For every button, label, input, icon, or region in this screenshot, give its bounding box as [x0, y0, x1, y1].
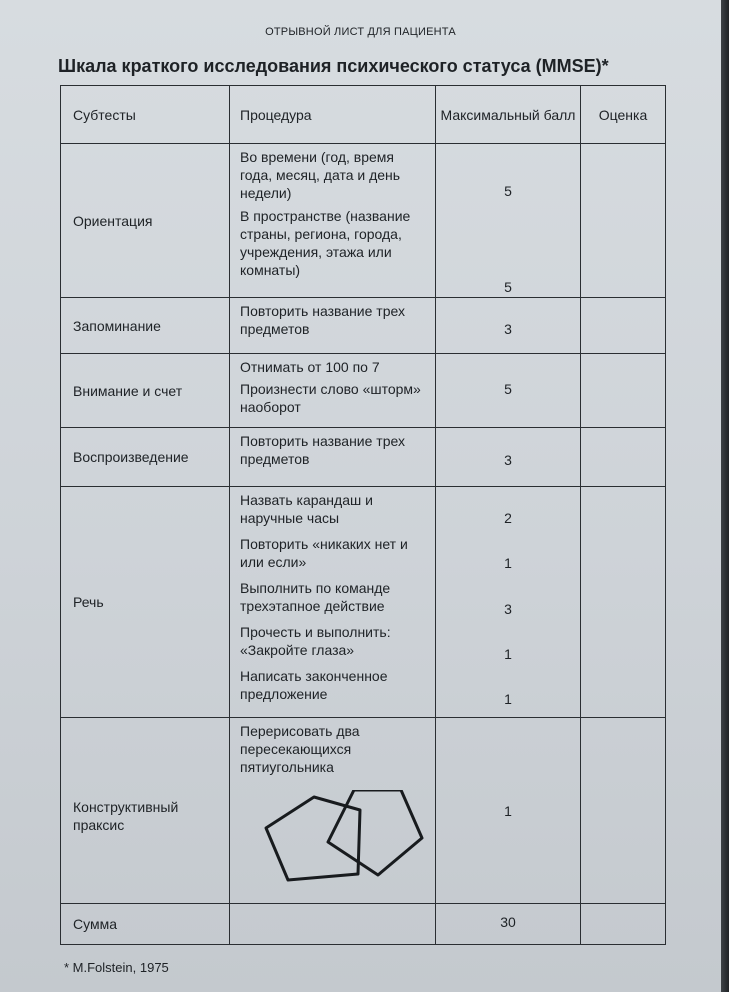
procedure-text: Написать законченное предложение	[240, 668, 388, 702]
total-score-cell[interactable]	[581, 904, 666, 945]
max-score-value: 1	[504, 803, 512, 819]
subtest-cell: Внимание и счет	[61, 354, 230, 428]
procedure-cell	[230, 718, 436, 904]
procedure-text: Назвать карандаш и наручные часы	[240, 492, 373, 526]
score-cell[interactable]	[581, 718, 666, 904]
sheet-header: ОТРЫВНОЙ ЛИСТ ДЛЯ ПАЦИЕНТА	[265, 26, 456, 38]
max-score-value: 3	[504, 321, 512, 337]
table-row	[61, 487, 666, 718]
max-score-value: 5	[504, 279, 512, 295]
procedure-text: Во времени (год, время года, месяц, дата и день недели)	[240, 149, 401, 201]
total-row	[61, 904, 666, 945]
subtest-cell: Запоминание	[61, 298, 230, 354]
score-cell[interactable]	[581, 428, 666, 487]
procedure-text: Отнимать от 100 по 7	[240, 359, 380, 375]
max-score-cell	[436, 144, 581, 298]
table-row	[61, 298, 666, 354]
max-score-cell	[436, 354, 581, 428]
mmse-table	[60, 85, 666, 945]
procedure-cell	[230, 354, 436, 428]
total-max-score-cell	[436, 904, 581, 945]
table-row	[61, 144, 666, 298]
footnote: * M.Folstein, 1975	[64, 960, 169, 975]
table-row	[61, 354, 666, 428]
max-score-cell	[436, 487, 581, 718]
score-cell[interactable]	[581, 298, 666, 354]
intersecting-pentagons-figure	[258, 790, 440, 890]
max-score-value: 3	[504, 601, 512, 617]
score-cell[interactable]	[581, 487, 666, 718]
procedure-cell	[230, 487, 436, 718]
subtest-cell: Ориентация	[61, 144, 230, 298]
table-row	[61, 718, 666, 904]
procedure-text: Повторить «никаких нет и или если»	[240, 536, 408, 570]
column-header-subtest: Субтесты	[61, 86, 230, 144]
max-score-value: 1	[504, 691, 512, 707]
score-cell[interactable]	[581, 354, 666, 428]
score-cell[interactable]	[581, 144, 666, 298]
page-title: Шкала краткого исследования психического статуса (MMSE)*	[58, 56, 609, 76]
table-header-row	[61, 86, 666, 144]
max-score-value: 1	[504, 555, 512, 571]
subtest-cell: Конструктивный праксис	[61, 718, 230, 904]
procedure-text: Выполнить по команде трехэтапное действие	[240, 580, 391, 614]
table-row	[61, 428, 666, 487]
procedure-text: В пространстве (название страны, региона, города, учреждения, этажа или комнаты)	[240, 208, 411, 278]
subtest-cell: Речь	[61, 487, 230, 718]
procedure-text: Прочесть и выполнить: «Закройте глаза»	[240, 624, 391, 658]
max-score-cell	[436, 298, 581, 354]
max-score-value: 5	[504, 381, 512, 397]
procedure-text: Перерисовать два пересекающихся пятиугольника	[240, 723, 360, 775]
procedure-text: Повторить название трех предметов	[240, 303, 405, 337]
total-max-score-value: 30	[500, 914, 516, 930]
column-header-procedure: Процедура	[230, 86, 436, 144]
procedure-text: Произнести слово «шторм» наоборот	[240, 381, 421, 415]
total-label: Сумма	[61, 904, 230, 945]
max-score-value: 2	[504, 510, 512, 526]
column-header-score: Оценка	[581, 86, 666, 144]
max-score-value: 1	[504, 646, 512, 662]
procedure-cell	[230, 144, 436, 298]
max-score-cell	[436, 718, 581, 904]
procedure-text: Повторить название трех предметов	[240, 433, 405, 467]
max-score-cell	[436, 428, 581, 487]
subtest-cell: Воспроизведение	[61, 428, 230, 487]
sheet-edge	[721, 0, 729, 992]
max-score-value: 3	[504, 452, 512, 468]
procedure-cell	[230, 298, 436, 354]
procedure-cell	[230, 428, 436, 487]
total-procedure-cell	[230, 904, 436, 945]
column-header-max-score: Максимальный балл	[436, 86, 581, 144]
max-score-value: 5	[504, 183, 512, 199]
